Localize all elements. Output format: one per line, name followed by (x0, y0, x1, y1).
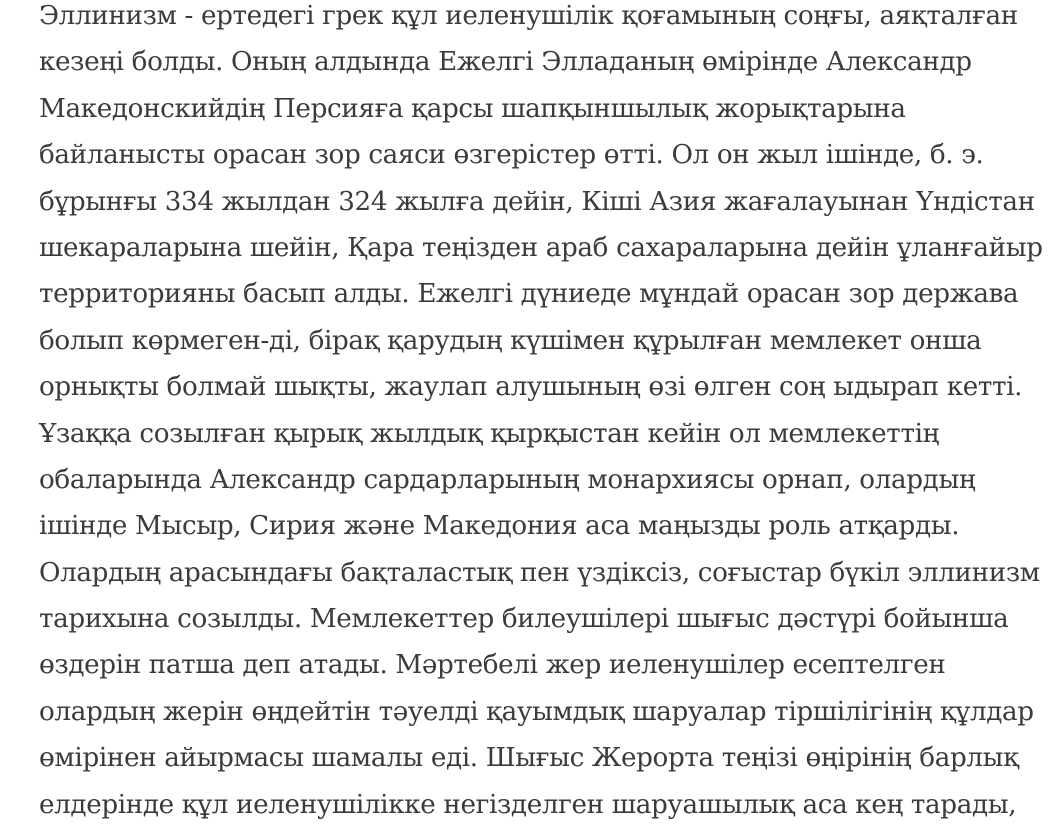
text-line: Эллинизм - ертедегі грек құл иеленушілік қоғамының соңғы, аяқталған (39, 1, 1018, 31)
article-text (39, 0, 1054, 828)
text-line: өздерін патша деп атады. Мәртебелі жер иеленушілер есептелген (39, 650, 946, 681)
text-line: кезеңі болды. Оның алдында Ежелгі Элладаның өмірінде Александр (39, 47, 972, 78)
text-line: болып көрмеген-ді, бірақ қарудың күшімен құрылған мемлекет онша (39, 325, 982, 356)
text-line: Македонскийдің Персияға қарсы шапқыншылық жорықтарына (39, 93, 906, 124)
text-line: обаларында Александр сардарларының монархиясы орнап, олардың (39, 464, 976, 495)
text-line: шекараларына шейін, Қара теңізден араб сахараларына дейін ұланғайыр (39, 232, 1043, 263)
text-line: Олардың арасындағы бақталастық пен үздіксіз, соғыстар бүкіл эллинизм (39, 557, 1040, 588)
text-line: Ұзаққа созылған қырық жылдық қырқыстан кейін ол мемлекеттің (39, 418, 940, 449)
text-line: елдерінде құл иеленушілікке негізделген шаруашылық аса кең тарады, (39, 789, 1017, 820)
text-line: орнықты болмай шықты, жаулап алушының өзі өлген соң ыдырап кетті. (39, 372, 1023, 403)
text-line: байланысты орасан зор саяси өзгерістер өтті. Ол он жыл ішінде, б. э. (39, 140, 984, 171)
text-line: бұрынғы 334 жылдан 324 жылға дейін, Кіші Азия жағалауынан Үндістан (39, 186, 1035, 217)
text-line: территорияны басып алды. Ежелгі дүниеде мұндай орасан зор держава (39, 279, 1019, 310)
text-line: ішінде Мысыр, Сирия және Македония аса маңызды роль атқарды. (39, 511, 960, 542)
text-line: тарихына созылды. Мемлекеттер билеушілері шығыс дәстүрі бойынша (39, 604, 1009, 635)
text-line: олардың жерін өңдейтін тәуелді қауымдық шаруалар тіршілігінің құлдар (39, 696, 1034, 727)
text-line: өмірінен айырмасы шамалы еді. Шығыс Жерорта теңізі өңірінің барлық (39, 743, 1019, 774)
